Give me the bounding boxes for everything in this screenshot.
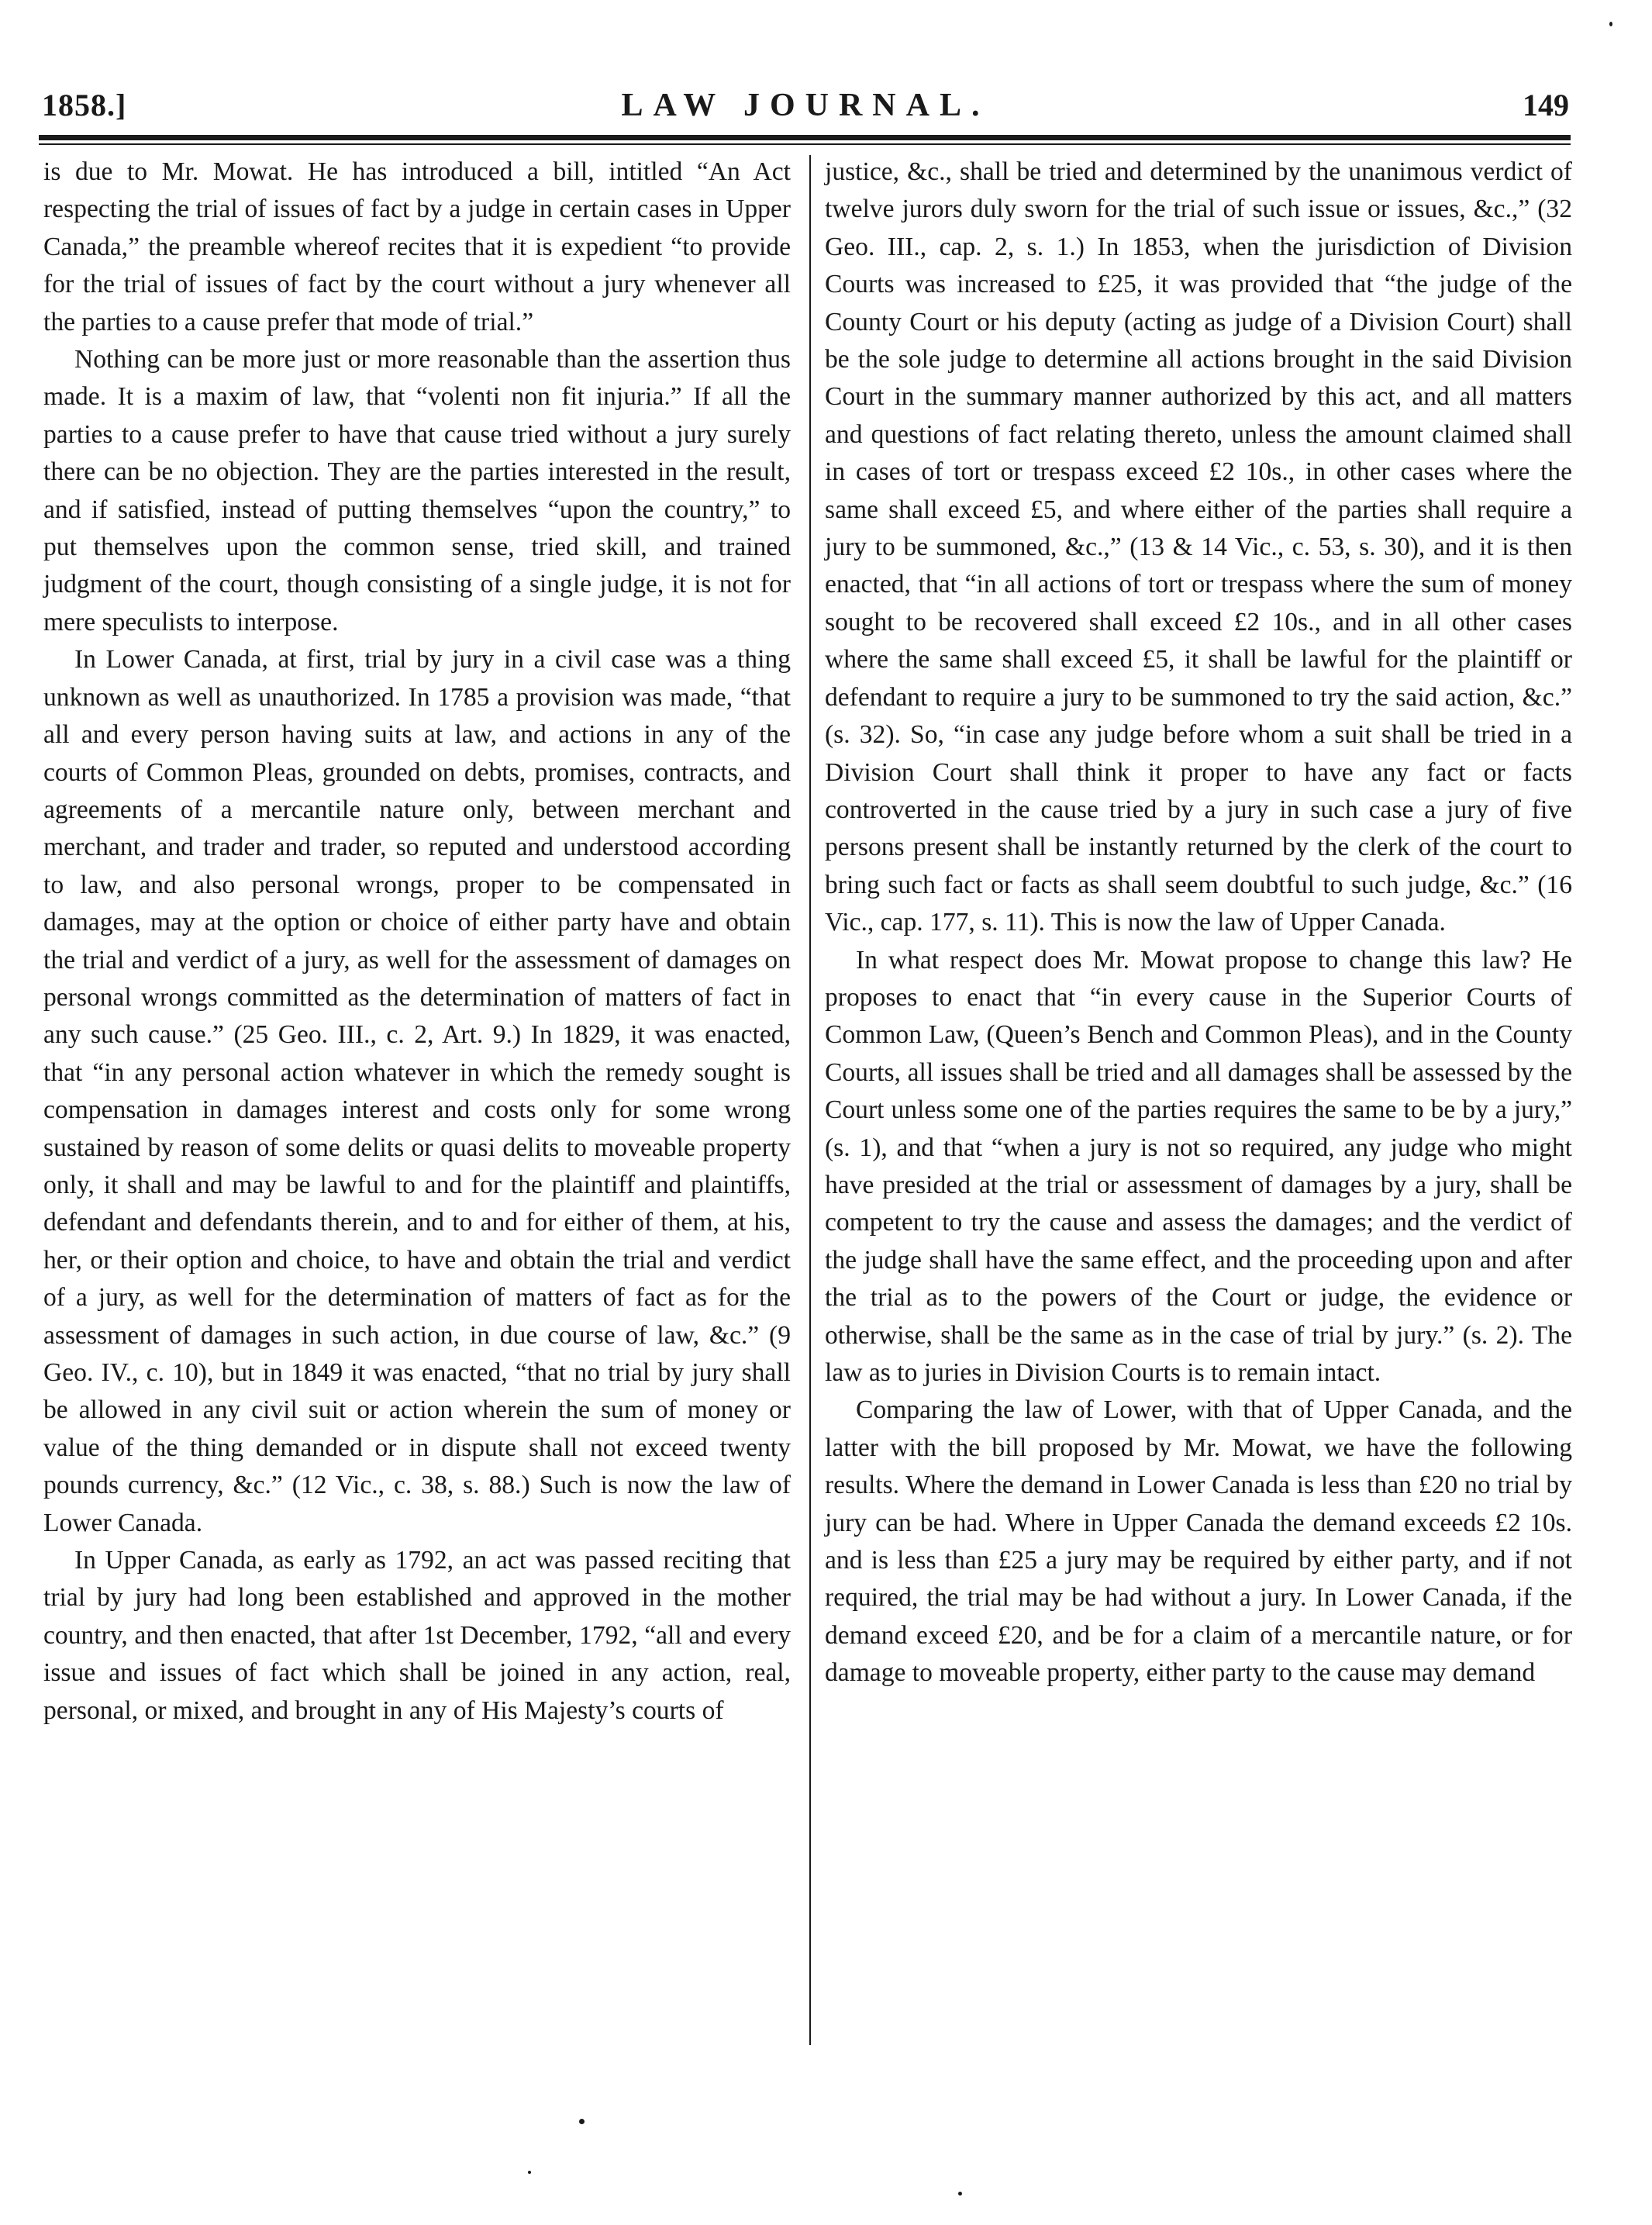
paragraph: Nothing can be more just or more reasonable than the assertion thus made. It is a maxim of law, that “volenti non fit injuria.” If all the parties to a cause prefer to have that cause tried without a jury surely there can be no objection. They are the parties interested in the result, and if satisfied, instead of putting themselves “upon the country,” to put themselves upon the common sense, tried skill, and trained judgment of the court, though consisting of a single judge, it is not for mere speculists to interpose.: [43, 345, 791, 636]
left-column: [43, 154, 791, 1730]
running-header: [42, 87, 1569, 133]
header-rule-thin: [39, 143, 1571, 145]
scan-speck: [528, 2171, 531, 2174]
journal-title: LAW JOURNAL.: [621, 88, 990, 123]
column-divider: [809, 155, 811, 2045]
scan-speck: [1609, 22, 1612, 26]
paragraph: In what respect does Mr. Mowat propose to change this law? He proposes to enact that “in every cause in the Superior Courts of Common Law, (Queen’s Bench and Common Pleas), and in the County Courts, all issues shall be tried and all damages shall be assessed by the Court unless some one of the parties requires the same to be by a jury,” (s. 1), and that “when a jury is not so required, any judge who might have presided at the trial or assessment of damages by a jury, shall be competent to try the cause and assess the damages; and the verdict of the judge shall have the same effect, and the proceeding upon and after the trial as to the powers of the Court or judge, the evidence or otherwise, shall be the same as in the case of trial by jury.” (s. 2). The law as to juries in Division Courts is to remain intact.: [825, 945, 1572, 1387]
paragraph: Comparing the law of Lower, with that of Upper Canada, and the latter with the bill proposed by Mr. Mowat, we have the following results. Where the demand in Lower Canada is less than £20 no trial by jury can be had. Where in Upper Canada the demand exceeds £2 10s. and is less than £25 a jury may be required by either party, and if not required, the trial may be had without a jury. In Lower Canada, if the demand exceed £20, and be for a claim of a mercantile nature, or for damage to moveable property, either party to the cause may demand: [825, 1395, 1572, 1688]
scan-speck: [579, 2119, 585, 2124]
header-rule-thick: [39, 135, 1571, 140]
paragraph: In Upper Canada, as early as 1792, an act was passed reciting that trial by jury had long been established and approved in the mother country, and then enacted, that after 1st December, 1792, “all and every issue and issues of fact which shall be joined in any action, real, personal, or mixed, and brought in any of His Majesty’s courts of: [43, 1546, 791, 1725]
paragraph: is due to Mr. Mowat. He has introduced a bill, intitled “An Act respecting the trial of issues of fact by a judge in certain cases in Upper Canada,” the preamble whereof recites that it is expedient “to provide for the trial of issues of fact by the court without a jury whenever all the parties to a cause prefer that mode of trial.”: [43, 157, 791, 336]
header-year: 1858.]: [42, 88, 127, 122]
page-number: 149: [1523, 88, 1569, 122]
paragraph: justice, &c., shall be tried and determined by the unanimous verdict of twelve jurors duly sworn for the trial of such issue or issues, &c.,” (32 Geo. III., cap. 2, s. 1.) In 1853, when the jurisdiction of Division Courts was increased to £25, it was provided that “the judge of the County Court or his deputy (acting as judge of a Division Court) shall be the sole judge to determine all actions brought in the said Division Court in the summary manner authorized by this act, and all matters and questions of fact relating thereto, unless the amount claimed shall in cases of tort or trespass exceed £2 10s., in other cases where the same shall exceed £5, and where either of the parties shall require a jury to be summoned, &c.,” (13 & 14 Vic., c. 53, s. 30), and it is then enacted, that “in all actions of tort or trespass where the sum of money sought to be recovered shall exceed £2 10s., and in all other cases where the same shall exceed £5, it shall be lawful for the plaintiff or defendant to require a jury to be summoned to try the said action, &c.” (s. 32). So, “in case any judge before whom a suit shall be tried in a Division Court shall think it proper to have any fact or facts controverted in the cause tried by a jury in such case a jury of five persons present shall be instantly returned by the clerk of the court to bring such fact or facts as shall seem doubtful to such judge, &c.” (16 Vic., cap. 177, s. 11). This is now the law of Upper Canada.: [825, 157, 1572, 937]
scan-speck: [958, 2192, 962, 2196]
right-column: [825, 154, 1572, 1692]
paragraph: In Lower Canada, at first, trial by jury in a civil case was a thing unknown as well as unauthorized. In 1785 a provision was made, “that all and every person having suits at law, and actions in any of the courts of Common Pleas, grounded on debts, promises, contracts, and agreements of a mercantile nature only, between merchant and merchant, and trader and trader, so reputed and understood according to law, and also personal wrongs, proper to be compensated in damages, may at the option or choice of either party have and obtain the trial and verdict of a jury, as well for the assessment of damages on personal wrongs committed as the determination of matters of fact in any such cause.” (25 Geo. III., c. 2, Art. 9.) In 1829, it was enacted, that “in any personal action whatever in which the remedy sought is compensation in damages interest and costs only for some wrong sustained by reason of some delits or quasi delits to moveable property only, it shall and may be lawful to and for the plaintiff and plaintiffs, defendant and defendants therein, and to and for either of them, at his, her, or their option and choice, to have and obtain the trial and verdict of a jury, as well for the determination of matters of fact as for the assessment of damages in such action, in due course of law, &c.” (9 Geo. IV., c. 10), but in 1849 it was enacted, “that no trial by jury shall be allowed in any civil suit or action wherein the sum of money or value of the thing demanded or in dispute shall not exceed twenty pounds currency, &c.” (12 Vic., c. 38, s. 88.) Such is now the law of Lower Canada.: [43, 645, 791, 1537]
